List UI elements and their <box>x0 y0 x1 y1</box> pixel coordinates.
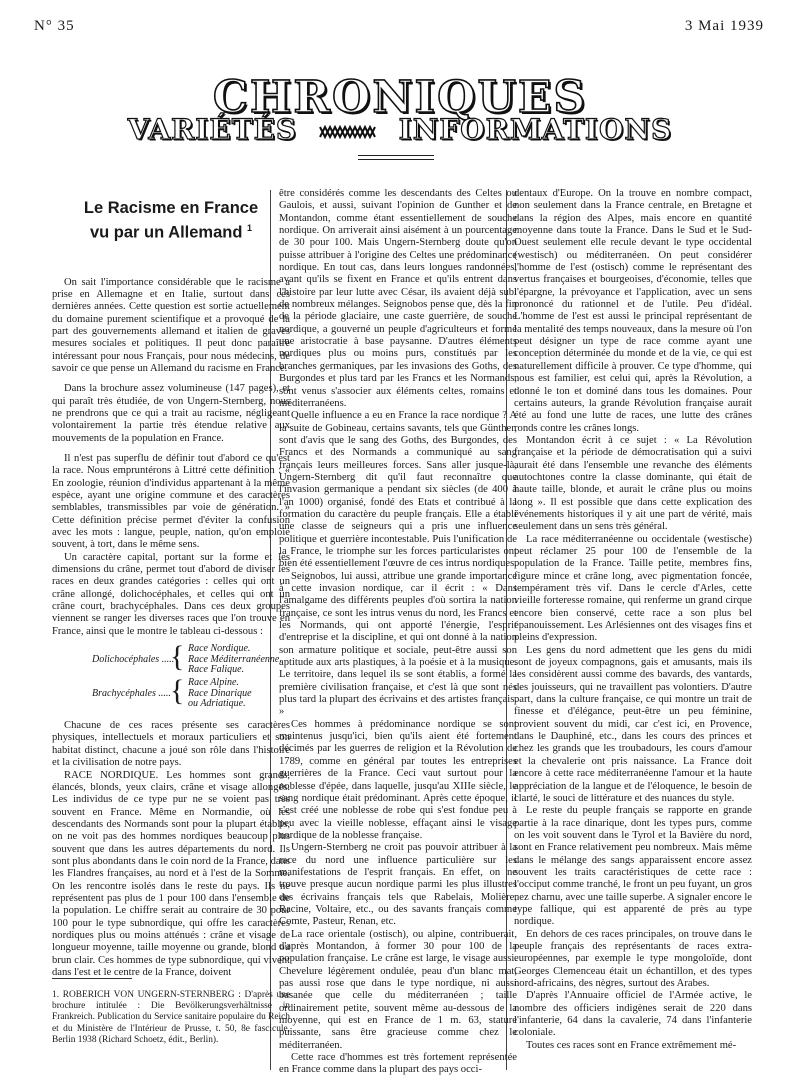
paragraph: Toutes ces races sont en France extrêmement mé- <box>526 1039 737 1051</box>
divider <box>358 155 434 156</box>
paragraph: dentaux d'Europe. On la trouve en nombre compact, non seulement dans la France centrale, en Bretagne et dans la région des Alpes, mais encore en quantité moyenne dans toute la France. Dans le Sud et le Sud-Ouest seulement elle recule devant le type occidental (westisch) ou méditerranéen. On peut considérer l'homme de l'est (ostisch) comme le représentant des vertus françaises et bourgeoises, d'économie, telles que l'épargne, la prévoyance et l'application, avec un sens prononcé du rationnel et de l'utile. Peu d'idéal. L'homme de l'est est aussi le principal représentant de la mentalité des temps nouveaux, dans la mesure où l'on peut désigner un type de race comme ayant une conception déterminée du monde et de la vie, ce qui est naturellement difficile à prouver. Ce type d'homme, qui nous est familier, est celui qui, après la Révolution, a donné le ton et dominé dans tous les domaines. Pour certains auteurs, la grande Révolution française aurait été au fond une lutte de races, une lutte des crânes ronds contre les crânes longs. <box>514 188 752 434</box>
paragraph: être considérés comme les descendants des Celtes ou Gaulois, et aussi, suivant l'opinion de Gunther et de Montandon, comme étant essentiellement de souche nordique. On arriverait ainsi aisément à un pourcentage de 30 pour 100. Mais Ungern-Sternberg doute qu'on puisse attribuer à l'origine des Celtes une prédominance nordique. En tout cas, dans leurs longues randonnées, avant qu'ils se fixent en France et qu'ils entrent dans l'histoire par leur lutte avec César, ils avaient déjà subi de nombreux mélanges. Seignobos pense que, dès la fin de la période glaciaire, une caste guerrière, de souche nordique, a gouverné un peuple d'agriculteurs et formé une aristocratie à base paysanne. D'autres éléments nordiques plus ou moins purs, constitués par les branches germaniques, par les invasions des Goths, des Burgondes et plus tard par les Francs et les Normands, sont venus s'associer aux éléments celtes, romains et méditerranéens. <box>279 188 517 409</box>
column-1 <box>52 198 290 979</box>
dolicho-label: Dolichocéphales ..... <box>92 654 175 666</box>
brachy-items: Race Alpine. Race Dinarique ou Adriatique. <box>188 677 252 710</box>
ornament-icon <box>318 125 378 139</box>
paragraph: La race méditerranéenne ou occidentale (westische) peut réclamer 25 pour 100 de l'ensemble de la population de la France. Taille petite, membres fins, figure mince et crâne long, avec pigmentation foncée, tempérament très vif. Dans le cercle d'Arles, cette vieille forteresse romaine, qui renferme un grand cirque encore bien conservé, cette race a son plus bel épanouissement. Les Arlésiennes ont des visages fins et pleins d'expression. <box>514 533 752 644</box>
paragraph: Cette race d'hommes est très fortement représentée en France comme dans la plupart des pays occi- <box>279 1052 517 1076</box>
brachy-label: Brachycéphales ..... <box>92 688 171 700</box>
paragraph: Ungern-Sternberg ne croit pas pouvoir attribuer à la race du nord une influence particulière sur les manifestations de l'esprit français. En effet, on ne trouve presque aucun nordique parmi les plus illustres des écrivains français tels que Rabelais, Molière, Racine, Voltaire, etc., ou des savants français comme Comte, Pasteur, Renan, etc. <box>279 842 517 928</box>
paragraph: On sait l'importance considérable que le racisme a prise en Allemagne et en Italie, surtout dans ces dernières années. Cette question est sortie actuellement du domaine purement scientifique et a provoqué de la part des gouvernements allemand et italien de graves mesures sociales et politiques. Il peut donc paraître intéressant pour nous Français, pour nous médecins, de savoir ce que pense un Allemand du racisme en France. <box>52 276 290 374</box>
article-title: Le Racisme en France vu par un Allemand $^1$ <box>83 199 259 242</box>
paragraph: Chacune de ces races présente ses caractères physiques, intellectuels et moraux particuliers et son habitat distinct, chacune a joué son rôle dans l'histoire et la civilisation de notre pays. <box>52 720 290 769</box>
issue-date: 3 Mai 1939 <box>684 18 764 34</box>
divider <box>358 159 434 160</box>
paragraph: Montandon écrit à ce sujet : « La Révolution française et la période de démocratisation qui a suivi aurait été dans l'ensemble une revanche des éléments autochtones contre la classe dominante, qui était de haute taille, blonde, et aurait le crâne plus ou moins long ». Il est possible que dans cette explication des événements historiques il y ait une part de vérité, mais seulement dans un sens très général. <box>514 434 752 533</box>
footnote: 1. ROBERICH VON UNGERN-STERNBERG : D'après une brochure intitulée : Die Bevölkerungsverhältnisse in Frankreich. Publication du Service sanitaire populaire du Reich et du Ministère de l'Intérieur de Prusse, t. 50, 8e fascicule, Berlin 1938 (Richard Schoetz, édit., Berlin). <box>52 990 290 1045</box>
issue-number: N° 35 <box>34 18 75 34</box>
paragraph: RACE NORDIQUE. Les hommes sont grands, élancés, blonds, yeux clairs, crâne et visage allongés. Les individus de ce type pur ne se voient pas très souvent en France. Même en Normandie, où les descendants des Normands sont pour la plupart établis, on ne voit pas des hommes nordiques beaucoup plus souvent que dans les autres départements du nord. Ils sont plus abondants dans le coin nord de la France, dans les Flandres françaises, au nord et à l'est de la Somme. On les rencontre isolés dans le reste du pays. Ils ne représentent pas plus de 1 pour 100 dans l'ensemble de la population. Le chiffre serait au contraire de 30 pour 100 pour le type subnordique, qui offre les caractères nordiques plus ou moins atténués : crâne et visage de longueur moyenne, taille moyenne ou grande, blond ou brun clair. Ces hommes de type subnordique, qui vivent dans l'est et le centre de la France, doivent <box>52 769 291 978</box>
race-table <box>52 640 290 710</box>
masthead-right: INFORMATIONS <box>398 113 673 146</box>
paragraph: D'après l'Annuaire officiel de l'Armée active, le nombre des officiers indigènes serait de 220 dans l'infanterie, 64 dans la cavalerie, 74 dans l'infanterie coloniale. <box>514 990 752 1039</box>
paragraph: La race orientale (ostisch), ou alpine, contribuerait, d'après Montandon, à former 30 pour 100 de la population française. Le crâne est large, le visage aussi. Chevelure légèrement ondulée, peau d'un blanc mat, pas aussi rose que dans le type nordique, ni aussi basanée que celle du méditerranéen ; taille ordinairement petite, souvent même au-dessous de la moyenne, qui est en France de 1 m. 63, stature puissante, sans être gracieuse comme chez le méditerranéen. <box>279 928 517 1051</box>
masthead-left: VARIÉTÉS <box>127 113 298 146</box>
paragraph: Les gens du nord admettent que les gens du midi sont de joyeux compagnons, gais et amusants, mais ils les considèrent aussi comme des bavards, des vantards, des jouisseurs, qui ne travaillent pas volontiers. D'autre part, dans la culture française, ce qui montre un trait de finesse et d'élégance, peut-être un peu féminine, provient souvent du midi, car c'est ici, en Provence, dans le Dauphiné, etc., dans les cours des princes et chez les grands que les troubadours, les cours d'amour et la chevalerie ont pris naissance. La France doit encore à cette race méditerranéenne l'amour et la haute appréciation de la langue et de l'éloquence, le besoin de clarté, le souci de littérature et des nuances du style. <box>514 644 752 804</box>
column-2 <box>279 188 517 1077</box>
paragraph: Un caractère capital, portant sur la forme et les dimensions du crâne, permet tout d'abord de diviser les races en deux grandes catégories : celles qui ont un crâne allongé, dolichocéphales, et celles qui ont un crâne court, brachycéphales. Dans ces deux groupes viennent se ranger les diverses races que l'on trouve en France, ainsi que le montre le tableau ci-dessous : <box>52 551 290 637</box>
paragraph: Seignobos, lui aussi, attribue une grande importance à cette invasion nordique, car il écrit : « Dans l'amalgame des différents peuples d'où sortira la nation française, ce sont les intrus venus du nord, les Francs et les Normands, qui ont apporté l'énergie, l'esprit d'entreprise et la discipline, et qui ont donné à la nation son armature politique et sociale, peut-être aussi son aptitude aux arts plastiques, à la poésie et à la musique. Le territoire, dans lequel ils se sont établis, a formé la première civilisation française, et c'est là que sont nés plus tard la plupart des écrivains et des artistes français. » <box>279 570 517 718</box>
masthead-title: CHRONIQUES <box>212 72 588 123</box>
paragraph: Il n'est pas superflu de définir tout d'abord ce qu'est la race. Nous empruntérons à Littré cette définition : « En zoologie, réunion d'individus appartenant à la même espèce, ayant une origine commune et des caractères semblables, transmissibles par voie de génération. » Cette définition précise permet d'éviter la confusion avec les mots : langue, peuple, nation, qu'on emploie souvent, à tort, dans le même sens. <box>52 452 290 551</box>
brace: { <box>170 674 185 708</box>
paragraph: Le reste du peuple français se rapporte en grande partie à la race dinarique, dont les types purs, comme on les voit souvent dans le Tyrol et la Bavière du nord, sont en France relativement peu nombreux. Mais même dans le mélange des sangs apparaissent encore assez souvent les traits caractéristiques de cette race : l'occiput comme tranché, le front un peu fuyant, un gros nez charnu, avec une taille superbe. A signaler encore le type fallique, qui est apparenté de près au type nordique. <box>514 805 752 928</box>
paragraph: Dans la brochure assez volumineuse (147 pages), et qui paraît très étudiée, de von Ungern-Sternberg, nous ne prendrons que ce qui a trait au racisme, négligeant volontairement la partie très étendue relative aux mouvements de la population en France. <box>52 383 290 444</box>
dolicho-items: Race Nordique. Race Méditerranéenne. Race Falique. <box>188 643 282 676</box>
paragraph: En dehors de ces races principales, on trouve dans le peuple français des représentants de races extra-européennes, par exemple le type mongoloïde, dont Georges Clemenceau était un échantillon, et des types nord-africains, des nègres, surtout des Arabes. <box>514 928 752 989</box>
paragraph: Ces hommes à prédominance nordique se sont maintenus jusqu'ici, bien qu'ils aient été fortement décimés par les guerres de religion et la Révolution de 1789, comme en général par toutes les entreprises guerrières de la France. Ceci vaut surtout pour la noblesse d'épée, dans laquelle, jusqu'au XIIIe siècle, le sang nordique était prédominant. Après cette époque, il s'est créé une noblesse de robe qui s'est fondue peu à peu avec la vieille noblesse, effaçant ainsi le visage nordique de la noblesse française. <box>279 718 517 841</box>
column-3 <box>514 188 752 1052</box>
brace: { <box>170 640 185 674</box>
footnote-rule <box>52 978 132 979</box>
paragraph: Quelle influence a eu en France la race nordique ? A la suite de Gobineau, certains savants, tels que Günther, sont d'avis que le sang des Goths, des Burgondes, des Francs et des Normands a communiqué au sang français leurs meilleures forces. Sans aller jusque-là, Ungern-Sternberg dit qu'il faut reconnaître que l'invasion germanique a pendant six siècles (de 400 à l'an 1000) organisé, fondé des Etats et contribué à la formation du caractère du peuple français. Elle a établi une classe de seigneurs qui a pris une influence politique et guerrière incontestable. Puis l'unification de la France, le triomphe sur les forces particularistes ont bien été essentiellement l'œuvre de ces intrus nordiques. <box>279 410 517 570</box>
masthead-subtitle <box>0 113 800 146</box>
